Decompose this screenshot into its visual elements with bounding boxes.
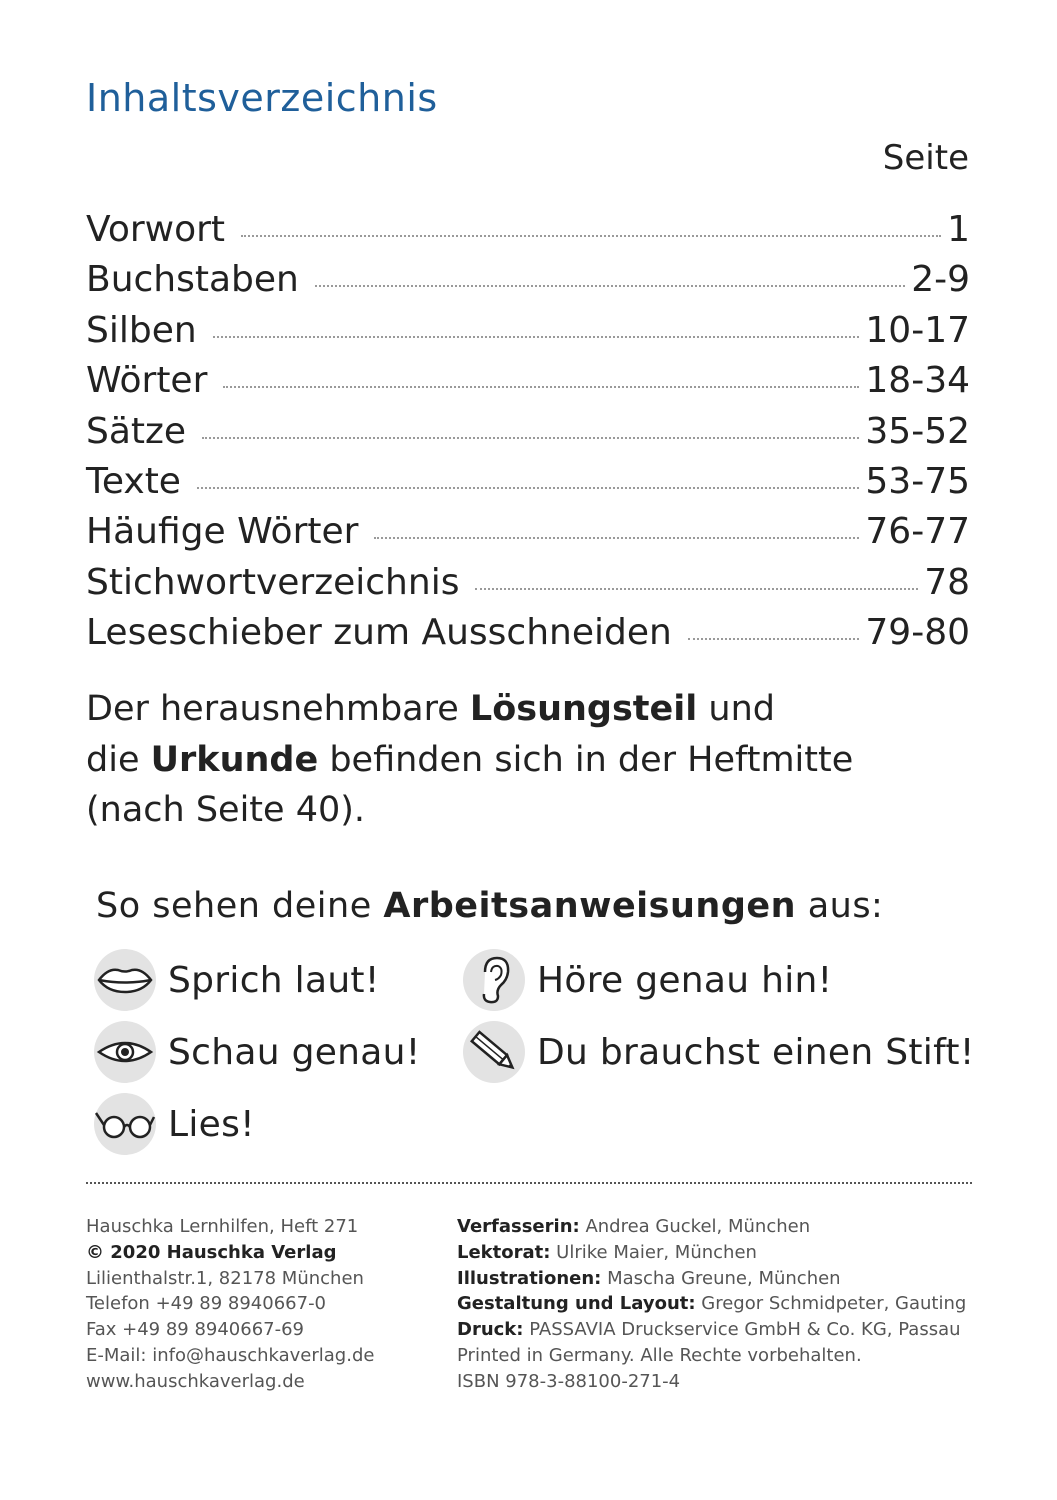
toc-pages: 1 — [947, 209, 970, 250]
toc-label: Wörter — [86, 360, 208, 402]
imprint-line — [457, 1317, 966, 1343]
credit-value: Mascha Greune, München — [601, 1267, 841, 1289]
imprint-website[interactable]: www.hauschkaverlag.de — [86, 1370, 305, 1392]
dot-leader — [223, 386, 859, 388]
ear-icon — [463, 949, 525, 1011]
toc-pages: 78 — [924, 561, 970, 603]
toc-label: Sätze — [86, 410, 187, 452]
instruction-look — [94, 1021, 421, 1083]
imprint-line — [457, 1266, 966, 1292]
imprint-line — [457, 1343, 966, 1369]
note-text: die — [86, 739, 151, 780]
toc-row[interactable] — [86, 608, 970, 658]
toc-row[interactable] — [86, 558, 970, 608]
instruction-text: Höre genau hin! — [537, 959, 833, 1001]
heading-text: aus: — [796, 886, 884, 926]
imprint-email[interactable]: E-Mail: info@hauschkaverlag.de — [86, 1344, 375, 1366]
imprint-line: Hauschka Lernhilfen, Heft 271 — [86, 1216, 359, 1237]
dot-leader — [315, 285, 905, 287]
note-text: und — [697, 689, 775, 729]
credit-value: Andrea Guckel, München — [579, 1216, 811, 1237]
toc-label: Häufige Wörter — [86, 511, 359, 553]
imprint-publisher — [86, 1214, 374, 1395]
imprint-line — [457, 1240, 966, 1266]
instruction-text: Lies! — [168, 1103, 255, 1145]
imprint-line: Lilienthalstr.1, 82178 München — [86, 1267, 364, 1289]
dot-leader — [374, 537, 859, 539]
toc-pages: 79-80 — [865, 612, 970, 654]
imprint-line: Fax +49 89 8940667-69 — [86, 1319, 305, 1341]
imprint-line — [457, 1214, 966, 1240]
heading-bold: Arbeitsanweisungen — [383, 886, 797, 926]
imprint-line: Telefon +49 89 8940667-0 — [86, 1293, 327, 1315]
solutions-note — [86, 684, 986, 836]
toc-label: Leseschieber zum Ausschneiden — [86, 612, 672, 654]
toc-row[interactable] — [86, 457, 970, 507]
credit-value: PASSAVIA Druckservice GmbH & Co. KG, Passau — [523, 1319, 961, 1341]
divider — [86, 1182, 972, 1184]
toc-row[interactable] — [86, 306, 970, 356]
note-text: Der herausnehmbare — [86, 689, 470, 729]
glasses-icon — [94, 1093, 156, 1155]
credit-label: Lektorat: — [457, 1241, 551, 1263]
imprint-line — [457, 1291, 966, 1317]
instruction-text: Sprich laut! — [168, 959, 380, 1001]
instruction-pencil — [463, 1021, 975, 1083]
dot-leader — [213, 336, 860, 338]
page-column-label: Seite — [882, 138, 969, 178]
instruction-text: Du brauchst einen Stift! — [537, 1031, 975, 1073]
note-bold-solutions: Lösungsteil — [469, 689, 698, 729]
toc-row[interactable] — [86, 205, 970, 255]
imprint-line — [86, 1240, 374, 1266]
toc-label: Vorwort — [86, 209, 226, 250]
toc-label: Buchstaben — [86, 259, 299, 301]
isbn: ISBN 978-3-88100-271-4 — [457, 1370, 681, 1392]
toc-pages: 53-75 — [865, 460, 970, 502]
note-bold-certificate: Urkunde — [150, 739, 319, 780]
toc-row[interactable] — [86, 407, 970, 457]
imprint-credits — [457, 1214, 966, 1395]
credit-value: Ulrike Maier, München — [550, 1241, 757, 1263]
mouth-icon — [94, 949, 156, 1011]
credit-label: Verfasserin: — [457, 1216, 580, 1237]
toc-label: Silben — [86, 309, 197, 351]
heading-text: So sehen deine — [96, 886, 384, 926]
credit-label: Gestaltung und Layout: — [457, 1293, 696, 1315]
toc-row[interactable] — [86, 255, 970, 305]
instruction-speak — [94, 949, 380, 1011]
note-text: befinden sich in der Heftmitte — [318, 739, 854, 780]
credit-value: Gregor Schmidpeter, Gauting — [695, 1293, 967, 1315]
instructions-heading — [96, 886, 883, 926]
page-title: Inhaltsverzeichnis — [86, 76, 438, 120]
dot-leader — [202, 437, 859, 439]
toc-pages: 10-17 — [865, 309, 970, 351]
instruction-listen — [463, 949, 832, 1011]
eye-icon — [94, 1021, 156, 1083]
toc-pages: 2-9 — [911, 259, 970, 301]
dot-leader — [241, 235, 941, 237]
toc-label: Texte — [86, 460, 181, 502]
credit-label: Illustrationen: — [457, 1267, 602, 1289]
credit-value: Printed in Germany. Alle Rechte vorbehalten. — [457, 1344, 862, 1366]
imprint-line — [457, 1369, 966, 1395]
instruction-read — [94, 1093, 255, 1155]
note-text: (nach Seite 40). — [86, 790, 366, 830]
credit-label: Druck: — [457, 1319, 524, 1341]
toc-pages: 35-52 — [865, 410, 970, 452]
toc-row[interactable] — [86, 507, 970, 557]
pencil-icon — [463, 1021, 525, 1083]
toc-pages: 76-77 — [865, 511, 970, 553]
toc-row[interactable] — [86, 356, 970, 406]
toc-pages: 18-34 — [865, 360, 970, 402]
table-of-contents — [86, 205, 970, 659]
dot-leader — [475, 588, 918, 590]
dot-leader — [197, 487, 859, 489]
dot-leader — [688, 638, 860, 640]
toc-label: Stichwortverzeichnis — [86, 561, 460, 603]
imprint-copyright: © 2020 Hauschka Verlag — [86, 1241, 337, 1263]
instruction-text: Schau genau! — [168, 1031, 421, 1073]
